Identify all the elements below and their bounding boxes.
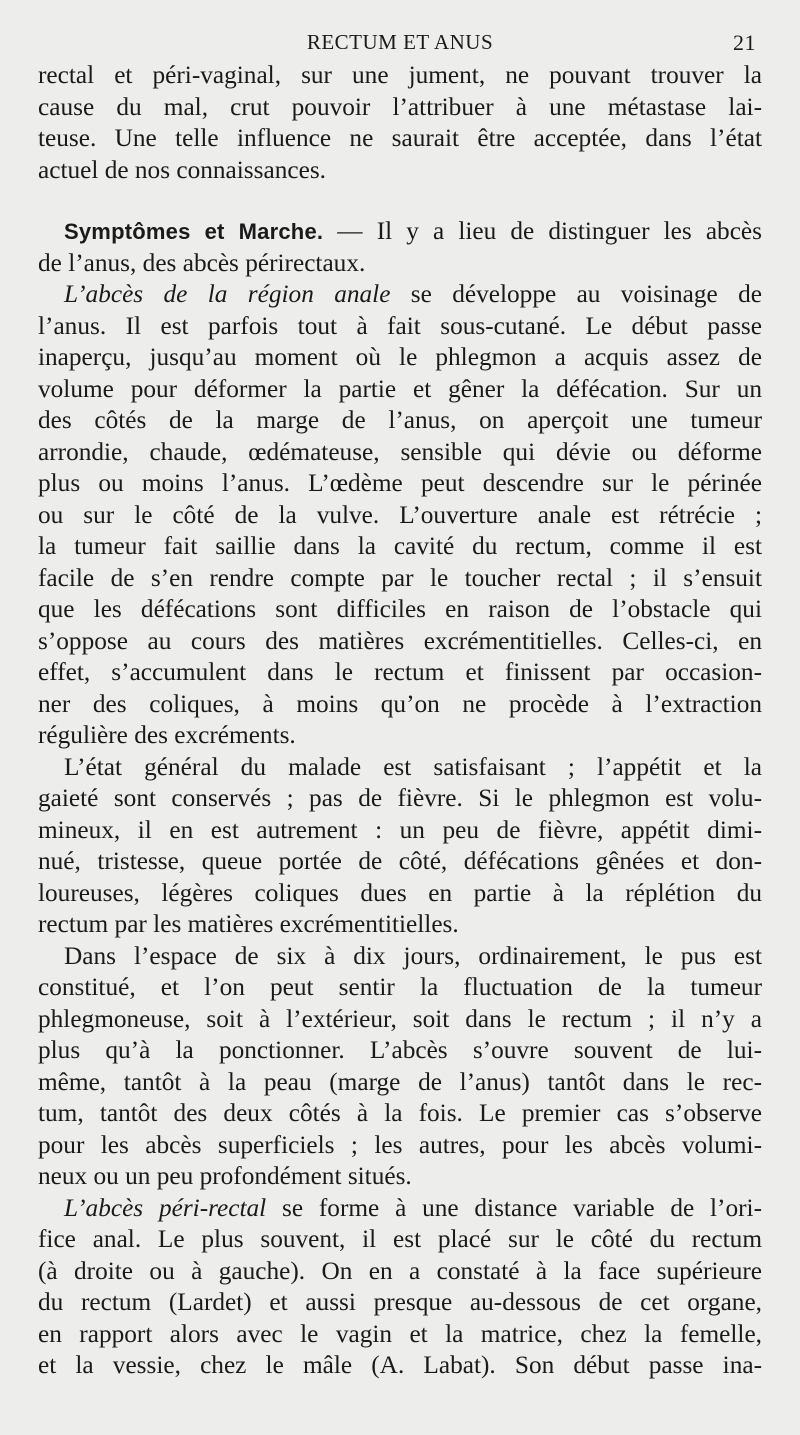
text-line: de l’anus, des abcès périrectaux.	[38, 248, 366, 277]
text-line: mineux, il en est autrement : un peu de fièvre, appétit dimi-	[38, 815, 762, 844]
text-line: en rapport alors avec le vagin et la matrice, chez la femelle,	[38, 1319, 762, 1348]
text-line: plus qu’à la ponctionner. L’abcès s’ouvre souvent de lui-	[38, 1036, 762, 1064]
text-line: même, tantôt à la peau (marge de l’anus) tantôt dans le rec-	[38, 1067, 762, 1096]
text-line: effet, s’accumulent dans le rectum et finissent par occasion-	[38, 658, 762, 686]
text-line	[38, 279, 762, 311]
text-line: gaieté sont conservés ; pas de fièvre. Si le phlegmon est volu-	[38, 784, 762, 812]
line-text: se forme à une distance variable de l’ori-	[266, 1193, 762, 1222]
text-line: régulière des excréments.	[38, 721, 296, 749]
line-text: se développe au voisinage de	[390, 280, 763, 308]
text-line: phlegmoneuse, soit à l’extérieur, soit dans le rectum ; il n’y a	[38, 1004, 762, 1033]
text-line: nué, tristesse, queue portée de côté, défécations gênées et don-	[38, 847, 762, 875]
running-title: RECTUM ET ANUS	[306, 30, 494, 54]
body-text	[38, 60, 762, 1382]
text-line: L’état général du malade est satisfaisant ; l’appétit et la	[64, 752, 762, 781]
paragraph-gap	[38, 186, 762, 216]
text-line	[38, 1193, 762, 1225]
text-line: pour les abcès superficiels ; les autres, pour les abcès volumi-	[38, 1130, 762, 1159]
section-heading: Symptômes et Marche.	[64, 219, 324, 244]
text-line: cause du mal, crut pouvoir l’attribuer à une métastase lai-	[38, 92, 762, 121]
text-line: ner des coliques, à moins qu’on ne procède à l’extraction	[38, 689, 762, 718]
text-line: du rectum (Lardet) et aussi presque au-dessous de cet organe,	[38, 1288, 762, 1316]
section-heading-line	[38, 216, 762, 248]
heading-text: — Il y a lieu de distinguer les abcès	[323, 217, 763, 245]
italic-term: L’abcès de la région anale	[64, 280, 391, 308]
text-line: rectal et péri-vaginal, sur une jument, ne pouvant trouver la	[38, 61, 762, 89]
text-line: plus ou moins l’anus. L’œdème peut descendre sur le périnée	[38, 469, 762, 497]
text-line: inaperçu, jusqu’au moment où le phlegmon a acquis assez de	[38, 343, 762, 371]
text-line: loureuses, légères coliques dues en partie à la réplétion du	[38, 878, 762, 907]
page-number: 21	[733, 30, 756, 55]
text-line: que les défécations sont difficiles en raison de l’obstacle qui	[38, 595, 762, 623]
text-line: facile de s’en rendre compte par le toucher rectal ; il s’ensuit	[38, 563, 762, 592]
italic-term: L’abcès péri-rectal	[64, 1193, 267, 1222]
text-line: neux ou un peu profondément situés.	[38, 1162, 412, 1190]
text-line: l’anus. Il est parfois tout à fait sous-cutané. Le début passe	[38, 311, 762, 340]
text-line: (à droite ou à gauche). On en a constaté à la face supérieure	[38, 1256, 762, 1285]
text-line: et la vessie, chez le mâle (A. Labat). Son début passe ina-	[38, 1351, 762, 1379]
text-line: actuel de nos connaissances.	[38, 155, 326, 184]
text-line: la tumeur fait saillie dans la cavité du rectum, comme il est	[38, 532, 762, 560]
text-line: arrondie, chaude, œdémateuse, sensible qui dévie ou déforme	[38, 437, 762, 466]
text-line: s’oppose au cours des matières excrémentitielles. Celles-ci, en	[38, 626, 762, 655]
text-line: fice anal. Le plus souvent, il est placé sur le côté du rectum	[38, 1225, 762, 1253]
text-line: constitué, et l’on peut sentir la fluctuation de la tumeur	[38, 973, 762, 1001]
text-line: teuse. Une telle influence ne saurait être acceptée, dans l’état	[38, 124, 762, 152]
text-line: tum, tantôt des deux côtés à la fois. Le premier cas s’observe	[38, 1099, 762, 1127]
text-line: des côtés de la marge de l’anus, on aperçoit une tumeur	[38, 406, 762, 434]
text-line: volume pour déformer la partie et gêner la défécation. Sur un	[38, 374, 762, 403]
running-header	[38, 30, 762, 60]
text-line: ou sur le côté de la vulve. L’ouverture anale est rétrécie ;	[38, 500, 762, 529]
text-line: rectum par les matières excrémentitielles.	[38, 910, 459, 938]
text-line: Dans l’espace de six à dix jours, ordinairement, le pus est	[64, 941, 762, 970]
